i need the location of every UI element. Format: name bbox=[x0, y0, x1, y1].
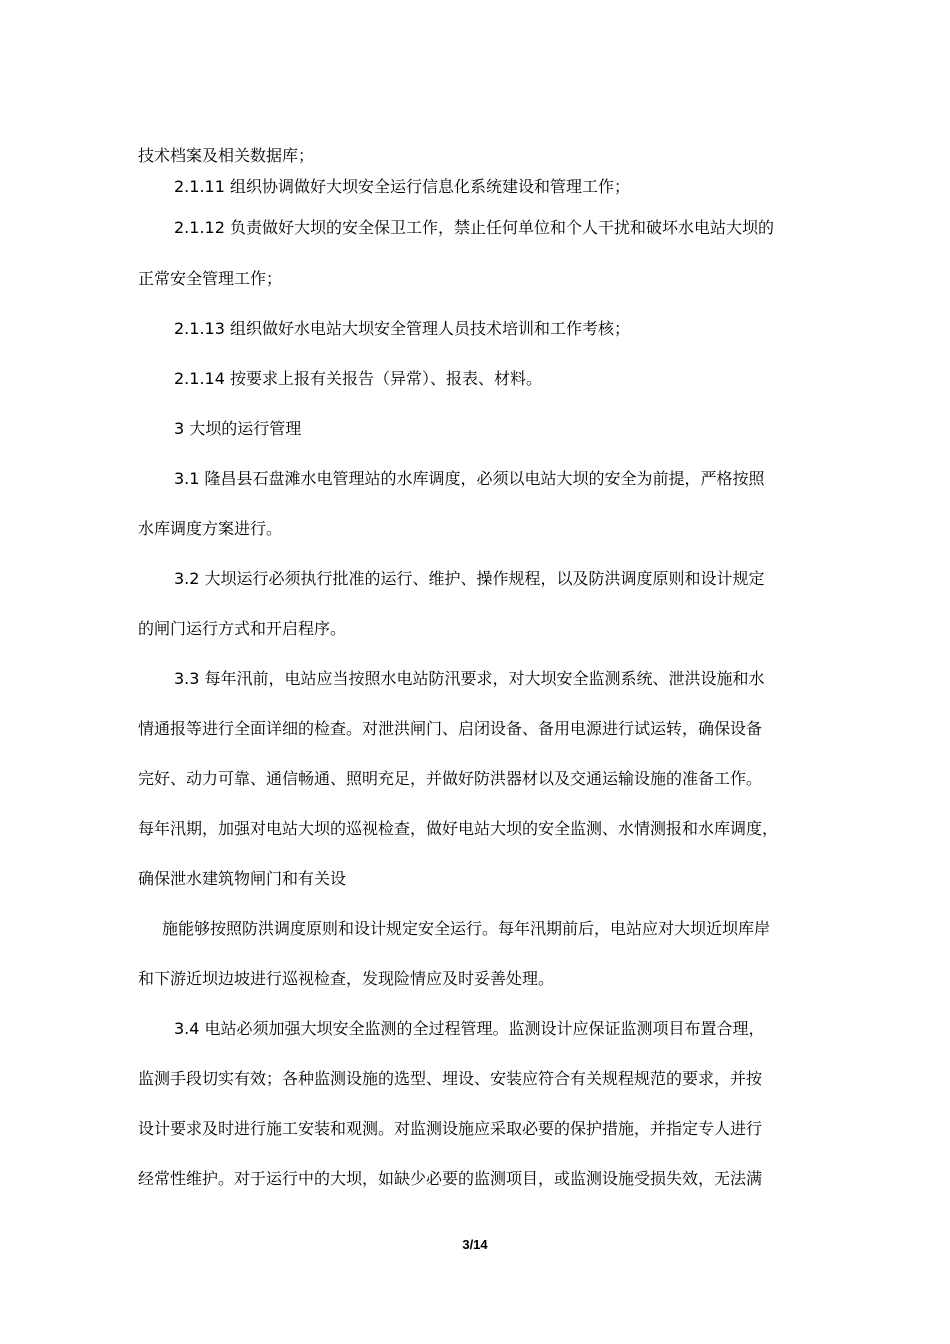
text-line: 完好、动力可靠、通信畅通、照明充足，并做好防洪器材以及交通运输设施的准备工作。 bbox=[138, 769, 763, 788]
text-line: 技术档案及相关数据库； bbox=[138, 146, 315, 165]
text-line: 监测手段切实有效；各种监测设施的选型、埋设、安装应符合有关规程规范的要求，并按 bbox=[138, 1069, 763, 1088]
text-line: 3.4 电站必须加强大坝安全监测的全过程管理。监测设计应保证监测项目布置合理， bbox=[174, 1019, 765, 1038]
text-line: 确保泄水建筑物闸门和有关设 bbox=[138, 869, 347, 888]
page-number: 3/14 bbox=[462, 1237, 488, 1252]
section-heading: 3 大坝的运行管理 bbox=[174, 419, 302, 438]
text-line: 设计要求及时进行施工安装和观测。对监测设施应采取必要的保护措施，并指定专人进行 bbox=[138, 1119, 763, 1138]
text-line: 3.1 隆昌县石盘滩水电管理站的水库调度，必须以电站大坝的安全为前提，严格按照 bbox=[174, 469, 765, 488]
text-line: 和下游近坝边坡进行巡视检查，发现险情应及时妥善处理。 bbox=[138, 969, 555, 988]
text-line: 2.1.11 组织协调做好大坝安全运行信息化系统建设和管理工作； bbox=[174, 177, 630, 196]
text-line: 3.3 每年汛前，电站应当按照水电站防汛要求，对大坝安全监测系统、泄洪设施和水 bbox=[174, 669, 765, 688]
text-line: 经常性维护。对于运行中的大坝，如缺少必要的监测项目，或监测设施受损失效，无法满 bbox=[138, 1169, 763, 1188]
text-line: 2.1.12 负责做好大坝的安全保卫工作，禁止任何单位和个人干扰和破坏水电站大坝的 bbox=[174, 218, 774, 237]
text-line: 3.2 大坝运行必须执行批准的运行、维护、操作规程，以及防洪调度原则和设计规定 bbox=[174, 569, 765, 588]
text-line: 施能够按照防洪调度原则和设计规定安全运行。每年汛期前后，电站应对大坝近坝库岸 bbox=[162, 919, 771, 938]
text-line: 2.1.14 按要求上报有关报告（异常）、报表、材料。 bbox=[174, 369, 542, 388]
text-line: 每年汛期，加强对电站大坝的巡视检查，做好电站大坝的安全监测、水情测报和水库调度， bbox=[138, 819, 779, 838]
text-line: 2.1.13 组织做好水电站大坝安全管理人员技术培训和工作考核； bbox=[174, 319, 630, 338]
text-line: 情通报等进行全面详细的检查。对泄洪闸门、启闭设备、备用电源进行试运转，确保设备 bbox=[138, 719, 763, 738]
text-line: 水库调度方案进行。 bbox=[138, 519, 283, 538]
text-line: 的闸门运行方式和开启程序。 bbox=[138, 619, 347, 638]
text-line: 正常安全管理工作； bbox=[138, 269, 283, 288]
